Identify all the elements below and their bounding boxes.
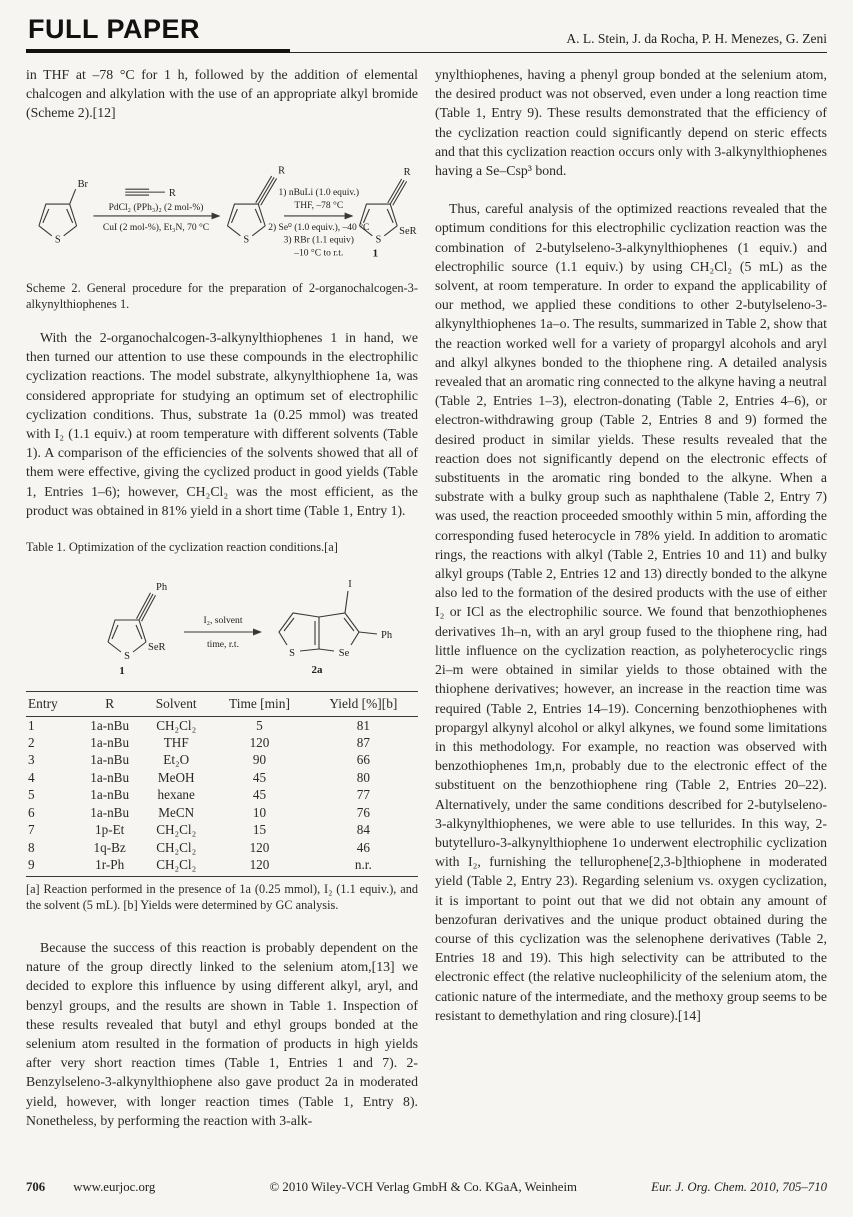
table-1-header-row bbox=[26, 692, 418, 716]
cell-r: 1r-Ph bbox=[95, 856, 125, 872]
page-header bbox=[26, 14, 827, 53]
table-row bbox=[26, 856, 418, 877]
table-row bbox=[26, 716, 418, 734]
journal-website: www.eurjoc.org bbox=[73, 1180, 156, 1194]
cell-yield: 46 bbox=[356, 839, 370, 855]
ph-group-label: Ph bbox=[156, 582, 168, 594]
s-atom-label: S bbox=[375, 234, 382, 246]
column-header-time: Time [min] bbox=[210, 692, 308, 716]
r-label: R bbox=[403, 166, 411, 178]
iodine-label: I bbox=[348, 579, 352, 591]
reaction-arrow-2 bbox=[268, 187, 369, 259]
journal-citation: Eur. J. Org. Chem. 2010, 705–710 bbox=[651, 1180, 827, 1194]
cell-solvent: CH₂Cl₂ bbox=[156, 856, 197, 872]
page-type-label: FULL PAPER bbox=[26, 14, 290, 53]
molecule-product-2a bbox=[279, 579, 393, 676]
cell-yield: 66 bbox=[356, 752, 370, 768]
ser-group-label: SeR bbox=[148, 642, 166, 654]
r-label: R bbox=[278, 164, 286, 176]
s-atom-label: S bbox=[289, 648, 295, 660]
ser-group-label: SeR bbox=[399, 225, 417, 237]
table-1-reaction-scheme bbox=[32, 561, 412, 689]
article-body bbox=[26, 65, 827, 1149]
cell-time: 15 bbox=[252, 822, 267, 838]
molecule-3-alkynylthiophene bbox=[227, 165, 285, 245]
copyright-line: © 2010 Wiley-VCH Verlag GmbH & Co. KGaA, Weinheim bbox=[269, 1180, 577, 1194]
cell-r: 1q-Bz bbox=[93, 839, 126, 855]
cell-solvent: THF bbox=[163, 735, 189, 751]
column-header-r: R bbox=[77, 692, 142, 716]
table-row bbox=[26, 821, 418, 838]
molecule-substrate-1 bbox=[108, 582, 168, 677]
conditions-2-line-1: 1) nBuLi (1.0 equiv.) bbox=[278, 187, 360, 198]
table-row bbox=[26, 804, 418, 821]
cell-entry: 5 bbox=[28, 787, 35, 803]
arrow-above-text: I₂, solvent bbox=[203, 615, 243, 627]
conditions-2-line-3: 2) Se⁰ (1.0 equiv.), –40 °C bbox=[268, 222, 370, 233]
cell-time: 120 bbox=[249, 856, 270, 872]
column-header-yield: Yield [%][b] bbox=[309, 692, 418, 716]
cell-entry: 1 bbox=[28, 717, 35, 733]
cell-time: 90 bbox=[252, 752, 267, 768]
table-row bbox=[26, 734, 418, 751]
alkyne-r-label: R bbox=[168, 187, 176, 199]
cell-r: 1a-nBu bbox=[90, 717, 130, 733]
cell-time: 5 bbox=[256, 717, 263, 733]
compound-1-label: 1 bbox=[119, 665, 125, 678]
cell-r: 1a-nBu bbox=[90, 787, 130, 803]
paragraph-intro-continuation: in THF at –78 °C for 1 h, followed by the addition of elemental chalcogen and alkylation with the use of an appropriate alkyl bromide (Scheme 2).[12] bbox=[26, 67, 418, 121]
molecule-3-bromothiophene bbox=[39, 179, 89, 246]
cell-solvent: Et₂O bbox=[163, 752, 190, 768]
left-column bbox=[26, 65, 418, 1149]
paragraph-optimized-conditions: Thus, careful analysis of the optimized reactions revealed that the optimum conditions for this electrophilic cyclization reaction was the combination of 2-butylseleno-3-alkynylthiophenes (1 equiv.) and electrophilic source (1.1 equiv.) by using CH₂Cl₂ (5 mL) as the solvent, at room temperature. In order to expand the applicability of our method, we applied these conditions to other 2-butylseleno-3-alkynylthiophenes 1a–o. The results, summarized in Table 2, show that the reaction worked well for a variety of propargyl alcohols and aryl and alkyl alkynes bonded to the thiophene ring. A detailed analysis revealed that an aromatic ring connected to the alkyne having a neutral (Table 2, Entries 1–3), electron-donating (Table 2, Entries 4–6), or electron-withdrawing group (Table 2, Entries 8 and 9) formed the desired product in similar yields. These results revealed that the reaction does not significantly depend on the electronic effects of substituents in the aromatic ring bonded to the alkyne. When a substrate with a bulky group such as naphthalene (Table 2, Entry 7) was used, the reaction proceeded smoothly within 5 min, affording the corresponding fused heterocycle in 78% yield. In addition to aromatic rings, the reactions with alkyl (Table 2, Entries 10 and 11) and bulky alkyl groups (Table 2, Entries 12 and 13) directly bonded to the alkyne also led to the formation of the desired products with the use of either I₂ or ICl as the electrophilic source. We found that benzothiophenes derivatives 1h–n, with an aryl group fused to the thiophene ring, had little influence on the cyclization reaction, as polyheterocyclic rings 2i–m were obtained in similar yields to those obtained with the thiophene derivatives; however, an increase in the reaction time was required (Table 2, Entries 14–19). Concerning benzothiophenes with propargyl alkynyl alcohol or alkyl alkynes, we found some limitations in this methodology. For example, no reaction was observed with benzothiophenes 1m,n, probably due to the electronic effect of the substituent on the benzothiophene ring (Table 2, Entries 20–22). Alternatively, under the same conditions described for 2-butylseleno-3-alkynylthiophenes, we were able to use tellurides. In this way, 2-butytelluro-3-alkynylthiophene 1o underwent electrophilic cyclization with I₂, furnishing the tellurophene[2,3-b]thiophene in moderated yield (Table 2, Entry 23). Regarding selenium vs. oxygen cyclization, it is important to point out that we did not obtain any amount of benzofuran derivatives and the unique product obtained during the course of this cyclization was the selenophene derivatives (Table 2, Entries 18 and 19). This high selectivity can be attributed to the electronic effect (the relative nucleophilicity of the selenium atom, the cationic nature of the intermediate, and the methoxy group seems to be resistant to demethylation and ring closure).[14] bbox=[435, 201, 827, 1023]
compound-1-label: 1 bbox=[372, 247, 379, 260]
cell-time: 10 bbox=[252, 804, 267, 820]
s-atom-label: S bbox=[124, 651, 130, 663]
cell-entry: 3 bbox=[28, 752, 35, 768]
cell-yield: n.r. bbox=[354, 856, 372, 872]
cell-solvent: CH₂Cl₂ bbox=[156, 822, 197, 838]
conditions-2-line-2: THF, –78 °C bbox=[294, 200, 344, 211]
compound-2a-label: 2a bbox=[311, 664, 323, 677]
cell-solvent: CH₂Cl₂ bbox=[156, 717, 197, 733]
cell-entry: 6 bbox=[28, 804, 35, 820]
cell-solvent: hexane bbox=[157, 787, 195, 803]
conditions-1-line-1: PdCl₂ (PPh₃)₂ (2 mol-%) bbox=[108, 202, 204, 213]
s-atom-label: S bbox=[243, 234, 250, 246]
s-atom-label: S bbox=[54, 234, 61, 246]
reaction-arrow bbox=[184, 615, 262, 650]
conditions-2-line-5: –10 °C to r.t. bbox=[294, 248, 344, 259]
cell-entry: 8 bbox=[28, 839, 35, 855]
cell-entry: 9 bbox=[28, 856, 35, 872]
cell-yield: 76 bbox=[356, 804, 370, 820]
cell-yield: 87 bbox=[356, 735, 370, 751]
table-1-body bbox=[26, 716, 418, 877]
scheme-2-figure bbox=[26, 142, 418, 312]
conditions-1-line-2: CuI (2 mol-%), Et₃N, 70 °C bbox=[102, 222, 210, 233]
cell-entry: 4 bbox=[28, 769, 35, 785]
cell-r: 1a-nBu bbox=[90, 804, 130, 820]
cell-r: 1a-nBu bbox=[90, 735, 130, 751]
cell-r: 1a-nBu bbox=[90, 769, 130, 785]
right-column bbox=[435, 65, 827, 1149]
cell-r: 1p-Et bbox=[95, 822, 125, 838]
cell-time: 45 bbox=[252, 787, 267, 803]
br-atom-label: Br bbox=[77, 178, 89, 190]
conditions-2-line-4: 3) RBr (1.1 equiv) bbox=[283, 235, 354, 246]
page-number: 706 bbox=[26, 1180, 46, 1194]
page-footer bbox=[26, 1180, 827, 1195]
cell-solvent: MeOH bbox=[157, 769, 195, 785]
table-1-footnote: [a] Reaction performed in the presence of 1a (0.25 mmol), I₂ (1.1 equiv.), and the solvent (5 mL). [b] Yields were determined by GC analysis. bbox=[26, 882, 418, 913]
column-header-entry: Entry bbox=[26, 692, 77, 716]
column-header-solvent: Solvent bbox=[142, 692, 210, 716]
table-row bbox=[26, 786, 418, 803]
cell-time: 120 bbox=[249, 839, 270, 855]
paragraph-model-substrate: With the 2-organochalcogen-3-alkynylthiophenes 1 in hand, we then turned our attention to use these compounds in the electrophilic cyclization reactions. The model substrate, alkynylthiophene 1a, was considered appropriate for studying an optimum set of electrophilic cyclization conditions. Thus, substrate 1a (0.25 mmol) was treated with I₂ (1.1 equiv.) at room temperature with different solvents (Table 1). A comparison of the efficiencies of the solvents showed that all of them were effective, giving the cyclized product in good yields (Table 1, Entries 1–6); however, CH₂Cl₂ was the most efficient, as the product was obtained in 81% yield in a short time (Table 1, Entry 1). bbox=[26, 330, 418, 518]
cell-r: 1a-nBu bbox=[90, 752, 130, 768]
molecule-product-1 bbox=[359, 167, 416, 259]
paragraph-steric-effects: ynylthiophenes, having a phenyl group bonded at the selenium atom, the desired product was not observed, even under a long reaction time (Table 1, Entry 9). These results demonstrated that the efficiency of the cyclization reaction could significantly depend on steric effects and that this cyclization reaction occurs only with 3-alkynylthiophenes having a Se–Csp³ bond. bbox=[435, 67, 827, 179]
table-row bbox=[26, 751, 418, 768]
cell-time: 45 bbox=[252, 769, 267, 785]
cell-time: 120 bbox=[249, 735, 270, 751]
cell-yield: 80 bbox=[356, 769, 370, 785]
cell-entry: 7 bbox=[28, 822, 35, 838]
scheme-2-structures bbox=[26, 142, 423, 274]
cell-solvent: CH₂Cl₂ bbox=[156, 839, 197, 855]
arrow-below-text: time, r.t. bbox=[207, 639, 239, 651]
reaction-arrow-1 bbox=[93, 188, 220, 233]
cell-solvent: MeCN bbox=[158, 804, 195, 820]
cell-yield: 81 bbox=[356, 717, 370, 733]
cell-yield: 77 bbox=[356, 787, 370, 803]
table-1-caption: Table 1. Optimization of the cyclization reaction conditions.[a] bbox=[26, 540, 338, 555]
authors-line: A. L. Stein, J. da Rocha, P. H. Menezes, G. Zeni bbox=[566, 31, 827, 46]
cell-entry: 2 bbox=[28, 735, 35, 751]
se-atom-label: Se bbox=[338, 648, 350, 660]
table-1-block bbox=[26, 539, 418, 914]
ph-group-label: Ph bbox=[381, 630, 393, 642]
cell-yield: 84 bbox=[356, 822, 370, 838]
table-row bbox=[26, 769, 418, 786]
table-row bbox=[26, 839, 418, 856]
paragraph-selenium-groups: Because the success of this reaction is probably dependent on the nature of the group directly linked to the selenium atom,[13] we decided to explore this influence by using different alkyl, aryl, and benzyl groups, and the results are shown in Table 1. Inspection of these results revealed that butyl and ethyl groups bonded at the selenium atom resulted in the formation of products in high yields after very short reaction times (Table 1, Entries 1 and 7). 2-Benzylseleno-3-alkynylthiophene also gave product 2a in moderated yield, however, with longer reaction times (Table 1, Entry 8). Nonetheless, by performing the reaction with 3-alk- bbox=[26, 939, 418, 1128]
scheme-2-caption: Scheme 2. General procedure for the preparation of 2-organochalcogen-3-alkynylthiophenes 1. bbox=[26, 280, 418, 311]
table-1 bbox=[26, 691, 418, 877]
